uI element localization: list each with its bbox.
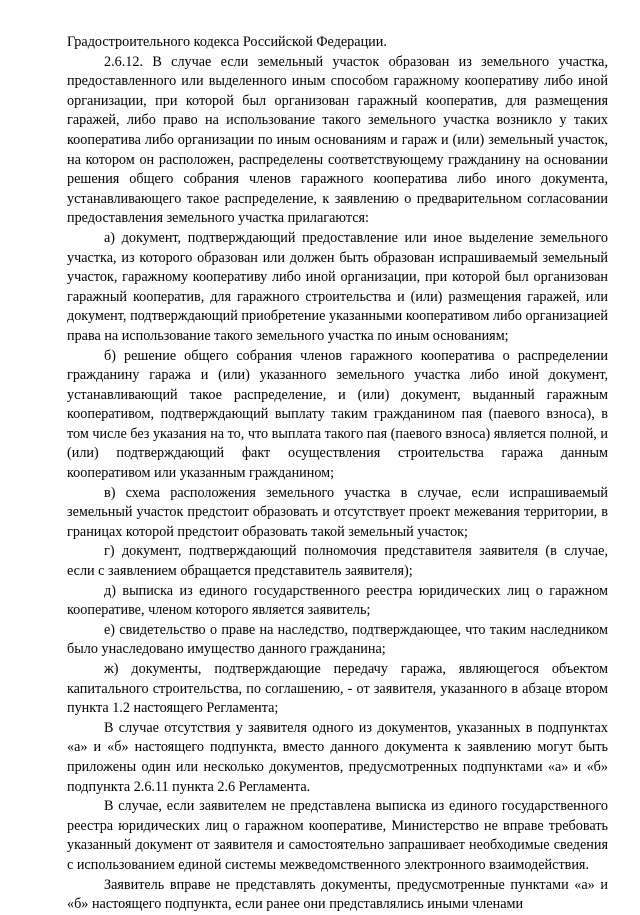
paragraph-item-g: г) документ, подтверждающий полномочия представителя заявителя (в случае, если с заявлением обращается представитель заявителя); [67,543,608,580]
paragraph-registry-extract: В случае, если заявителем не представлена выписка из единого государственного реестра юридических лиц о гаражном кооперативе, Министерство не вправе требовать указанный документ от заявителя и самостоятельно запрашивает необходимые сведения с использованием единой системы межведомственного электронного взаимодействия. [67,798,608,873]
paragraph-item-zh: ж) документы, подтверждающие передачу гаража, являющегося объектом капитального строительства, по соглашению, - от заявителя, указанного в абзаце втором пункта 1.2 настоящего Регламента; [67,661,608,717]
paragraph-applicant-right: Заявитель вправе не представлять документы, предусмотренные пунктами «а» и «б» настоящего подпункта, если ранее они представлялись иными членами [67,876,608,913]
paragraph-item-a: а) документ, подтверждающий предоставление или иное выделение земельного участка, из которого образован или должен быть образован испрашиваемый земельный участок, гаражному кооперативу либо иной организации, при которой был организован гаражный кооператив, для гаражного строительства и (или) размещения гаражей, или документ, подтверждающий приобретение указанными кооперативом либо организацией права на использование такого земельного участка по иным основаниям; [67,229,608,344]
paragraph-item-b: б) решение общего собрания членов гаражного кооператива о распределении гражданину гаража и (или) указанного земельного участка либо иной документ, устанавливающий такое распределение, и (или) документ, выданный гаражным кооперативом, подтверждающий выплату таким гражданином пая (паевого взноса), в том числе без указания на то, что выплата такого пая (паевого взноса) является полной, и (или) подтверждающий факт осуществления строительства гаража данным кооперативом или указанным гражданином; [67,347,608,482]
paragraph-item-v: в) схема расположения земельного участка в случае, если испрашиваемый земельный участок предстоит образовать и отсутствует проект межевания территории, в границах которой предстоит образовать такой земельный участок; [67,484,608,540]
paragraph-item-e: е) свидетельство о праве на наследство, подтверждающее, что таким наследником было унаследовано имущество данного гражданина; [67,621,608,658]
paragraph-2-6-12: 2.6.12. В случае если земельный участок образован из земельного участка, предоставленного или выделенного иным способом гаражному кооперативу либо иной организации, при которой был организован гаражный кооператив, для размещения гаражей, либо право на использование такого земельного участка возникло у таких кооператива либо организации по иным основаниям и гараж и (или) земельный участок, на котором он расположен, распределены соответствующему гражданину на основании решения общего собрания членов гаражного кооператива либо иного документа, устанавливающего такое распределение, к заявлению о предварительном согласовании предоставления земельного участка прилагаются: [67,53,608,227]
paragraph-absence-of-documents: В случае отсутствия у заявителя одного из документов, указанных в подпунктах «а» и «б» настоящего подпункта, вместо данного документа к заявлению могут быть приложены один или несколько документов, предусмотренных подпунктами «а» и «б» подпункта 2.6.11 пункта 2.6 Регламента. [67,719,608,795]
paragraph-item-d: д) выписка из единого государственного реестра юридических лиц о гаражном кооперативе, членом которого является заявитель; [67,582,608,619]
document-page [67,33,608,915]
paragraph-continuation: Градостроительного кодекса Российской Федерации. [67,34,387,50]
